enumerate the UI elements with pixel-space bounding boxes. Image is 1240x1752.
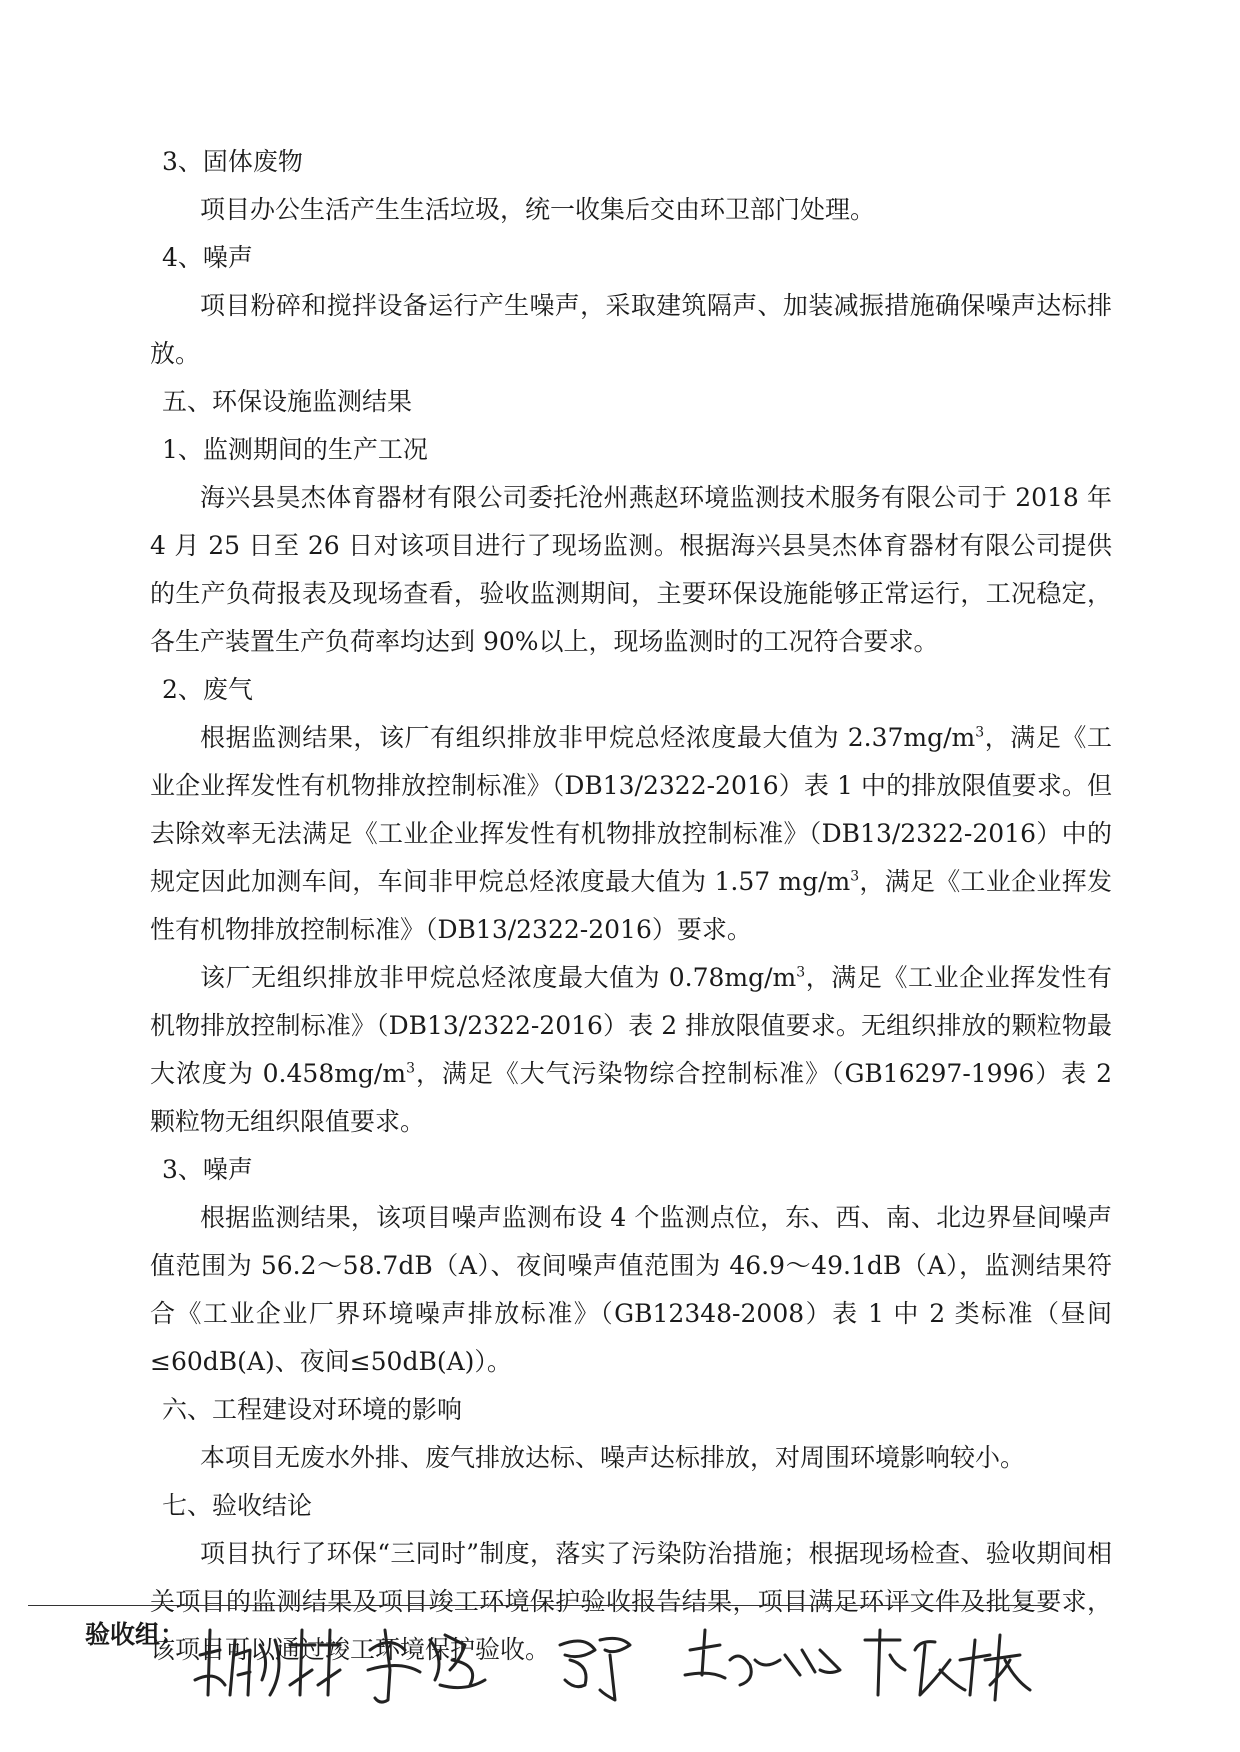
heading-section-5: 五、环保设施监测结果 xyxy=(162,387,413,416)
heading-exhaust-gas: 2、废气 xyxy=(162,675,253,704)
acceptance-group-label-text: 验收组： xyxy=(85,1620,186,1649)
paragraph-fugitive-emission xyxy=(150,954,1112,1146)
heading-solid-waste: 3、固体废物 xyxy=(162,147,303,176)
superscript-3: 3 xyxy=(975,724,985,741)
heading-section-7: 七、验收结论 xyxy=(162,1491,313,1520)
superscript-3: 3 xyxy=(850,868,860,885)
paragraph-noise-result: 根据监测结果，该项目噪声监测布设 4 个监测点位，东、西、南、北边界昼间噪声值范围为 56.2～58.7dB（A）、夜间噪声值范围为 46.9～49.1dB（A），监测结果符合《工业企业厂界环境噪声排放标准》（GB12348-2008）表 1 中 2 类标准（昼间≤60dB(A)、夜间≤50dB(A)）。 xyxy=(150,1203,1112,1376)
document-body xyxy=(150,138,1112,1674)
gas1-part-a: 根据监测结果，该厂有组织排放非甲烷总烃浓度最大值为 2.37mg/m xyxy=(200,723,976,752)
paragraph-solid-waste: 项目办公生活产生生活垃圾，统一收集后交由环卫部门处理。 xyxy=(200,195,876,224)
gas2-part-c: ，满足《大气污染物综合控制标准》（GB16297-1996）表 2 颗粒物无组织限值要求。 xyxy=(150,1059,1113,1136)
superscript-3: 3 xyxy=(406,1060,415,1077)
paragraph-conditions: 海兴县昊杰体育器材有限公司委托沧州燕赵环境监测技术服务有限公司于 2018 年 4 月 25 日至 26 日对该项目进行了现场监测。根据海兴县昊杰体育器材有限公司提供的生产负荷报表及现场查看，验收监测期间，主要环保设施能够正常运行，工况稳定，各生产装置生产负荷率均达到 90%以上，现场监测时的工况符合要求。 xyxy=(150,483,1112,656)
heading-noise: 4、噪声 xyxy=(162,243,253,272)
paragraph-organized-emission xyxy=(150,714,1112,954)
gas2-part-b: ，满足《工业企业挥发性有机物排放控制标准》（DB13/2322-2016）表 2 排放限值要求。无组织排放的颗粒物最大浓度为 0.458mg/m xyxy=(150,963,1112,1088)
gas1-part-c: ，满足《工业企业挥发性有机物排放控制标准》（DB13/2322-2016）要求。 xyxy=(150,867,1112,944)
heading-conditions: 1、监测期间的生产工况 xyxy=(162,435,428,464)
paragraph-noise: 项目粉碎和搅拌设备运行产生噪声，采取建筑隔声、加装减振措施确保噪声达标排放。 xyxy=(150,291,1112,368)
gas2-part-a: 该厂无组织排放非甲烷总烃浓度最大值为 0.78mg/m xyxy=(200,963,797,992)
paragraph-section-7: 项目执行了环保“三同时”制度，落实了污染防治措施；根据现场检查、验收期间相关项目的监测结果及项目竣工环境保护验收报告结果，项目满足环评文件及批复要求，该项目可以通过竣工环境保护验收。 xyxy=(150,1539,1112,1664)
heading-noise-result: 3、噪声 xyxy=(162,1155,253,1184)
paragraph-section-6: 本项目无废水外排、废气排放达标、噪声达标排放，对周围环境影响较小。 xyxy=(200,1443,1026,1472)
acceptance-group-label xyxy=(85,1615,185,1651)
signature-scribbles xyxy=(190,1600,1070,1710)
superscript-3: 3 xyxy=(796,964,806,981)
handwritten-signatures xyxy=(190,1600,1070,1710)
heading-section-6: 六、工程建设对环境的影响 xyxy=(162,1395,463,1424)
gas1-part-b: ，满足《工业企业挥发性有机物排放控制标准》（DB13/2322-2016）表 1 中的排放限值要求。但去除效率无法满足《工业企业挥发性有机物排放控制标准》（DB13/2322-2016）中的规定因此加测车间，车间非甲烷总烃浓度最大值为 1.57 mg/m xyxy=(150,723,1112,896)
